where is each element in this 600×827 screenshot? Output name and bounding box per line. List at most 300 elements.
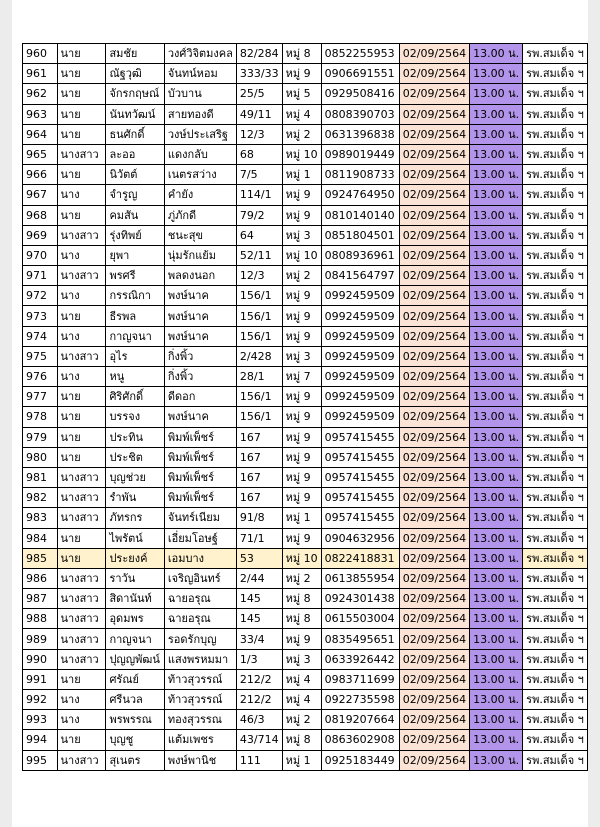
first-name-cell: กาญจนา: [106, 326, 164, 346]
row-number-cell: 983: [23, 508, 58, 528]
last-name-cell: พงษ์พานิช: [164, 750, 236, 770]
first-name-cell: สิดานันท์: [106, 589, 164, 609]
table-row: [23, 367, 588, 387]
house-number-cell: 25/5: [236, 84, 282, 104]
table-row: [23, 185, 588, 205]
date-cell: 02/09/2564: [399, 750, 469, 770]
date-cell: 02/09/2564: [399, 407, 469, 427]
last-name-cell: พิมพ์เพ็ชร์: [164, 427, 236, 447]
phone-cell: 0957415455: [321, 467, 399, 487]
place-cell: รพ.สมเด็จ ฯ: [523, 326, 588, 346]
time-cell: 13.00 น.: [470, 124, 523, 144]
phone-cell: 0819207664: [321, 710, 399, 730]
place-cell: รพ.สมเด็จ ฯ: [523, 609, 588, 629]
table-row: [23, 84, 588, 104]
village-cell: หมู่ 9: [282, 286, 321, 306]
village-cell: หมู่ 9: [282, 407, 321, 427]
title-cell: นาย: [57, 730, 106, 750]
row-number-cell: 992: [23, 690, 58, 710]
row-number-cell: 994: [23, 730, 58, 750]
place-cell: รพ.สมเด็จ ฯ: [523, 367, 588, 387]
first-name-cell: สมชัย: [106, 44, 164, 64]
table-row: [23, 306, 588, 326]
place-cell: รพ.สมเด็จ ฯ: [523, 730, 588, 750]
table-row: [23, 124, 588, 144]
house-number-cell: 156/1: [236, 306, 282, 326]
place-cell: รพ.สมเด็จ ฯ: [523, 589, 588, 609]
first-name-cell: รุ่งทิพย์: [106, 225, 164, 245]
place-cell: รพ.สมเด็จ ฯ: [523, 387, 588, 407]
house-number-cell: 33/4: [236, 629, 282, 649]
place-cell: รพ.สมเด็จ ฯ: [523, 245, 588, 265]
title-cell: นางสาว: [57, 568, 106, 588]
first-name-cell: อุไร: [106, 346, 164, 366]
place-cell: รพ.สมเด็จ ฯ: [523, 447, 588, 467]
row-number-cell: 974: [23, 326, 58, 346]
house-number-cell: 145: [236, 609, 282, 629]
date-cell: 02/09/2564: [399, 609, 469, 629]
village-cell: หมู่ 8: [282, 589, 321, 609]
last-name-cell: แดงกลับ: [164, 144, 236, 164]
first-name-cell: บุญช่วย: [106, 467, 164, 487]
place-cell: รพ.สมเด็จ ฯ: [523, 185, 588, 205]
time-cell: 13.00 น.: [470, 346, 523, 366]
title-cell: นาง: [57, 185, 106, 205]
time-cell: 13.00 น.: [470, 488, 523, 508]
first-name-cell: สุเนตร: [106, 750, 164, 770]
date-cell: 02/09/2564: [399, 488, 469, 508]
place-cell: รพ.สมเด็จ ฯ: [523, 528, 588, 548]
date-cell: 02/09/2564: [399, 266, 469, 286]
house-number-cell: 82/284: [236, 44, 282, 64]
last-name-cell: คำยัง: [164, 185, 236, 205]
phone-cell: 0929508416: [321, 84, 399, 104]
village-cell: หมู่ 10: [282, 548, 321, 568]
table-row: [23, 326, 588, 346]
date-cell: 02/09/2564: [399, 185, 469, 205]
last-name-cell: พิมพ์เพ็ชร์: [164, 467, 236, 487]
place-cell: รพ.สมเด็จ ฯ: [523, 568, 588, 588]
table-row: [23, 528, 588, 548]
title-cell: นาย: [57, 387, 106, 407]
house-number-cell: 46/3: [236, 710, 282, 730]
phone-cell: 0924764950: [321, 185, 399, 205]
date-cell: 02/09/2564: [399, 205, 469, 225]
time-cell: 13.00 น.: [470, 447, 523, 467]
date-cell: 02/09/2564: [399, 730, 469, 750]
row-number-cell: 968: [23, 205, 58, 225]
time-cell: 13.00 น.: [470, 165, 523, 185]
table-row: [23, 205, 588, 225]
table-row: [23, 488, 588, 508]
title-cell: นางสาว: [57, 750, 106, 770]
first-name-cell: หนู: [106, 367, 164, 387]
last-name-cell: พงษ์นาค: [164, 326, 236, 346]
table-row: [23, 690, 588, 710]
time-cell: 13.00 น.: [470, 286, 523, 306]
title-cell: นาย: [57, 165, 106, 185]
first-name-cell: ยุพา: [106, 245, 164, 265]
last-name-cell: นุ่มรักแย้ม: [164, 245, 236, 265]
table-row: [23, 225, 588, 245]
village-cell: หมู่ 9: [282, 205, 321, 225]
row-number-cell: 964: [23, 124, 58, 144]
house-number-cell: 2/428: [236, 346, 282, 366]
house-number-cell: 111: [236, 750, 282, 770]
time-cell: 13.00 น.: [470, 427, 523, 447]
date-cell: 02/09/2564: [399, 548, 469, 568]
last-name-cell: จันทน์หอม: [164, 64, 236, 84]
first-name-cell: ภัทรกร: [106, 508, 164, 528]
phone-cell: 0992459509: [321, 387, 399, 407]
phone-cell: 0904632956: [321, 528, 399, 548]
last-name-cell: พิมพ์เพ็ชร์: [164, 447, 236, 467]
row-number-cell: 988: [23, 609, 58, 629]
village-cell: หมู่ 4: [282, 104, 321, 124]
phone-cell: 0957415455: [321, 488, 399, 508]
house-number-cell: 212/2: [236, 690, 282, 710]
house-number-cell: 53: [236, 548, 282, 568]
row-number-cell: 979: [23, 427, 58, 447]
place-cell: รพ.สมเด็จ ฯ: [523, 629, 588, 649]
table-row: [23, 447, 588, 467]
phone-cell: 0992459509: [321, 367, 399, 387]
house-number-cell: 167: [236, 427, 282, 447]
first-name-cell: บรรจง: [106, 407, 164, 427]
table-row: [23, 629, 588, 649]
date-cell: 02/09/2564: [399, 245, 469, 265]
last-name-cell: เนตรสว่าง: [164, 165, 236, 185]
row-number-cell: 962: [23, 84, 58, 104]
time-cell: 13.00 น.: [470, 710, 523, 730]
first-name-cell: จักรกฤษณ์: [106, 84, 164, 104]
last-name-cell: วงษ์ประเสริฐ: [164, 124, 236, 144]
last-name-cell: ฉายอรุณ: [164, 589, 236, 609]
time-cell: 13.00 น.: [470, 669, 523, 689]
last-name-cell: พงษ์นาค: [164, 306, 236, 326]
row-number-cell: 961: [23, 64, 58, 84]
row-number-cell: 971: [23, 266, 58, 286]
title-cell: นาย: [57, 205, 106, 225]
time-cell: 13.00 น.: [470, 690, 523, 710]
phone-cell: 0613855954: [321, 568, 399, 588]
phone-cell: 0863602908: [321, 730, 399, 750]
village-cell: หมู่ 9: [282, 427, 321, 447]
appointment-table: [22, 43, 588, 771]
date-cell: 02/09/2564: [399, 589, 469, 609]
place-cell: รพ.สมเด็จ ฯ: [523, 44, 588, 64]
last-name-cell: วงศ์วิจิตมงคล: [164, 44, 236, 64]
place-cell: รพ.สมเด็จ ฯ: [523, 467, 588, 487]
house-number-cell: 49/11: [236, 104, 282, 124]
phone-cell: 0808390703: [321, 104, 399, 124]
row-number-cell: 975: [23, 346, 58, 366]
row-number-cell: 985: [23, 548, 58, 568]
time-cell: 13.00 น.: [470, 387, 523, 407]
last-name-cell: ทองสุวรรณ: [164, 710, 236, 730]
date-cell: 02/09/2564: [399, 306, 469, 326]
table-body: [23, 44, 588, 771]
time-cell: 13.00 น.: [470, 649, 523, 669]
village-cell: หมู่ 9: [282, 306, 321, 326]
house-number-cell: 1/3: [236, 649, 282, 669]
place-cell: รพ.สมเด็จ ฯ: [523, 488, 588, 508]
last-name-cell: พงษ์นาค: [164, 286, 236, 306]
village-cell: หมู่ 2: [282, 568, 321, 588]
row-number-cell: 990: [23, 649, 58, 669]
time-cell: 13.00 น.: [470, 730, 523, 750]
place-cell: รพ.สมเด็จ ฯ: [523, 124, 588, 144]
time-cell: 13.00 น.: [470, 568, 523, 588]
first-name-cell: ปุญญพัฒน์: [106, 649, 164, 669]
row-number-cell: 967: [23, 185, 58, 205]
phone-cell: 0925183449: [321, 750, 399, 770]
title-cell: นางสาว: [57, 266, 106, 286]
time-cell: 13.00 น.: [470, 528, 523, 548]
village-cell: หมู่ 1: [282, 508, 321, 528]
place-cell: รพ.สมเด็จ ฯ: [523, 144, 588, 164]
title-cell: นาย: [57, 124, 106, 144]
table-row: [23, 548, 588, 568]
phone-cell: 0957415455: [321, 447, 399, 467]
village-cell: หมู่ 9: [282, 326, 321, 346]
first-name-cell: บุญชู: [106, 730, 164, 750]
row-number-cell: 987: [23, 589, 58, 609]
village-cell: หมู่ 4: [282, 690, 321, 710]
title-cell: นาย: [57, 447, 106, 467]
last-name-cell: ภู่ภักดี: [164, 205, 236, 225]
village-cell: หมู่ 8: [282, 609, 321, 629]
title-cell: นางสาว: [57, 467, 106, 487]
time-cell: 13.00 น.: [470, 144, 523, 164]
table-row: [23, 649, 588, 669]
time-cell: 13.00 น.: [470, 205, 523, 225]
phone-cell: 0906691551: [321, 64, 399, 84]
title-cell: นางสาว: [57, 144, 106, 164]
house-number-cell: 43/714: [236, 730, 282, 750]
place-cell: รพ.สมเด็จ ฯ: [523, 346, 588, 366]
table-row: [23, 346, 588, 366]
row-number-cell: 986: [23, 568, 58, 588]
place-cell: รพ.สมเด็จ ฯ: [523, 710, 588, 730]
time-cell: 13.00 น.: [470, 245, 523, 265]
date-cell: 02/09/2564: [399, 649, 469, 669]
title-cell: นาย: [57, 44, 106, 64]
village-cell: หมู่ 10: [282, 245, 321, 265]
first-name-cell: ประชิต: [106, 447, 164, 467]
village-cell: หมู่ 10: [282, 144, 321, 164]
village-cell: หมู่ 8: [282, 44, 321, 64]
table-row: [23, 508, 588, 528]
house-number-cell: 12/3: [236, 266, 282, 286]
date-cell: 02/09/2564: [399, 64, 469, 84]
phone-cell: 0808936961: [321, 245, 399, 265]
time-cell: 13.00 น.: [470, 629, 523, 649]
title-cell: นาย: [57, 64, 106, 84]
title-cell: นาง: [57, 286, 106, 306]
row-number-cell: 977: [23, 387, 58, 407]
date-cell: 02/09/2564: [399, 44, 469, 64]
village-cell: หมู่ 1: [282, 165, 321, 185]
row-number-cell: 989: [23, 629, 58, 649]
row-number-cell: 965: [23, 144, 58, 164]
table-row: [23, 427, 588, 447]
row-number-cell: 980: [23, 447, 58, 467]
title-cell: นาย: [57, 306, 106, 326]
row-number-cell: 984: [23, 528, 58, 548]
phone-cell: 0633926442: [321, 649, 399, 669]
phone-cell: 0992459509: [321, 306, 399, 326]
house-number-cell: 7/5: [236, 165, 282, 185]
title-cell: นางสาว: [57, 629, 106, 649]
table-row: [23, 44, 588, 64]
row-number-cell: 993: [23, 710, 58, 730]
place-cell: รพ.สมเด็จ ฯ: [523, 690, 588, 710]
phone-cell: 0992459509: [321, 286, 399, 306]
first-name-cell: จำรูญ: [106, 185, 164, 205]
village-cell: หมู่ 9: [282, 629, 321, 649]
place-cell: รพ.สมเด็จ ฯ: [523, 427, 588, 447]
last-name-cell: พลดงนอก: [164, 266, 236, 286]
place-cell: รพ.สมเด็จ ฯ: [523, 165, 588, 185]
place-cell: รพ.สมเด็จ ฯ: [523, 669, 588, 689]
first-name-cell: กรรณิกา: [106, 286, 164, 306]
date-cell: 02/09/2564: [399, 528, 469, 548]
first-name-cell: ธีรพล: [106, 306, 164, 326]
date-cell: 02/09/2564: [399, 387, 469, 407]
house-number-cell: 156/1: [236, 326, 282, 346]
time-cell: 13.00 น.: [470, 84, 523, 104]
house-number-cell: 145: [236, 589, 282, 609]
phone-cell: 0852255953: [321, 44, 399, 64]
house-number-cell: 71/1: [236, 528, 282, 548]
table-row: [23, 589, 588, 609]
house-number-cell: 12/3: [236, 124, 282, 144]
date-cell: 02/09/2564: [399, 225, 469, 245]
first-name-cell: ธนศักดิ์: [106, 124, 164, 144]
phone-cell: 0983711699: [321, 669, 399, 689]
first-name-cell: กาญจนา: [106, 629, 164, 649]
last-name-cell: แต้มเพชร: [164, 730, 236, 750]
title-cell: นางสาว: [57, 488, 106, 508]
time-cell: 13.00 น.: [470, 326, 523, 346]
table-row: [23, 104, 588, 124]
house-number-cell: 167: [236, 467, 282, 487]
table-row: [23, 730, 588, 750]
title-cell: นางสาว: [57, 609, 106, 629]
time-cell: 13.00 น.: [470, 266, 523, 286]
village-cell: หมู่ 8: [282, 730, 321, 750]
village-cell: หมู่ 9: [282, 64, 321, 84]
phone-cell: 0835495651: [321, 629, 399, 649]
house-number-cell: 28/1: [236, 367, 282, 387]
house-number-cell: 156/1: [236, 387, 282, 407]
row-number-cell: 969: [23, 225, 58, 245]
first-name-cell: ละออ: [106, 144, 164, 164]
last-name-cell: ดีดอก: [164, 387, 236, 407]
village-cell: หมู่ 2: [282, 710, 321, 730]
row-number-cell: 982: [23, 488, 58, 508]
time-cell: 13.00 น.: [470, 225, 523, 245]
last-name-cell: ท้าวสุวรรณ์: [164, 669, 236, 689]
phone-cell: 0822418831: [321, 548, 399, 568]
date-cell: 02/09/2564: [399, 447, 469, 467]
first-name-cell: นิวัตต์: [106, 165, 164, 185]
last-name-cell: บัวบาน: [164, 84, 236, 104]
table-row: [23, 266, 588, 286]
last-name-cell: ฉายอรุณ: [164, 609, 236, 629]
first-name-cell: ประยงค์: [106, 548, 164, 568]
last-name-cell: พิมพ์เพ็ชร์: [164, 488, 236, 508]
table-row: [23, 710, 588, 730]
phone-cell: 0851804501: [321, 225, 399, 245]
time-cell: 13.00 น.: [470, 367, 523, 387]
place-cell: รพ.สมเด็จ ฯ: [523, 750, 588, 770]
last-name-cell: ชนะสุข: [164, 225, 236, 245]
table-row: [23, 165, 588, 185]
place-cell: รพ.สมเด็จ ฯ: [523, 104, 588, 124]
date-cell: 02/09/2564: [399, 84, 469, 104]
first-name-cell: ราวัน: [106, 568, 164, 588]
last-name-cell: แสงพรหมมา: [164, 649, 236, 669]
first-name-cell: นันทวัฒน์: [106, 104, 164, 124]
house-number-cell: 79/2: [236, 205, 282, 225]
time-cell: 13.00 น.: [470, 306, 523, 326]
last-name-cell: เจริญอินทร์: [164, 568, 236, 588]
house-number-cell: 167: [236, 488, 282, 508]
last-name-cell: รอดรักบุญ: [164, 629, 236, 649]
village-cell: หมู่ 9: [282, 467, 321, 487]
first-name-cell: รำพัน: [106, 488, 164, 508]
table-row: [23, 467, 588, 487]
row-number-cell: 972: [23, 286, 58, 306]
place-cell: รพ.สมเด็จ ฯ: [523, 649, 588, 669]
village-cell: หมู่ 3: [282, 225, 321, 245]
row-number-cell: 976: [23, 367, 58, 387]
date-cell: 02/09/2564: [399, 629, 469, 649]
phone-cell: 0810140140: [321, 205, 399, 225]
phone-cell: 0989019449: [321, 144, 399, 164]
first-name-cell: พรศรี: [106, 266, 164, 286]
house-number-cell: 156/1: [236, 407, 282, 427]
last-name-cell: ท้าวสุวรรณ์: [164, 690, 236, 710]
time-cell: 13.00 น.: [470, 508, 523, 528]
village-cell: หมู่ 7: [282, 367, 321, 387]
date-cell: 02/09/2564: [399, 346, 469, 366]
table-row: [23, 245, 588, 265]
table-row: [23, 568, 588, 588]
house-number-cell: 68: [236, 144, 282, 164]
table-row: [23, 669, 588, 689]
date-cell: 02/09/2564: [399, 124, 469, 144]
house-number-cell: 2/44: [236, 568, 282, 588]
house-number-cell: 114/1: [236, 185, 282, 205]
house-number-cell: 167: [236, 447, 282, 467]
time-cell: 13.00 น.: [470, 589, 523, 609]
row-number-cell: 966: [23, 165, 58, 185]
last-name-cell: กิ่งพิ้ว: [164, 367, 236, 387]
date-cell: 02/09/2564: [399, 690, 469, 710]
title-cell: นางสาว: [57, 589, 106, 609]
village-cell: หมู่ 5: [282, 84, 321, 104]
phone-cell: 0992459509: [321, 326, 399, 346]
house-number-cell: 91/8: [236, 508, 282, 528]
phone-cell: 0811908733: [321, 165, 399, 185]
village-cell: หมู่ 9: [282, 488, 321, 508]
phone-cell: 0922735598: [321, 690, 399, 710]
title-cell: นางสาว: [57, 508, 106, 528]
phone-cell: 0615503004: [321, 609, 399, 629]
